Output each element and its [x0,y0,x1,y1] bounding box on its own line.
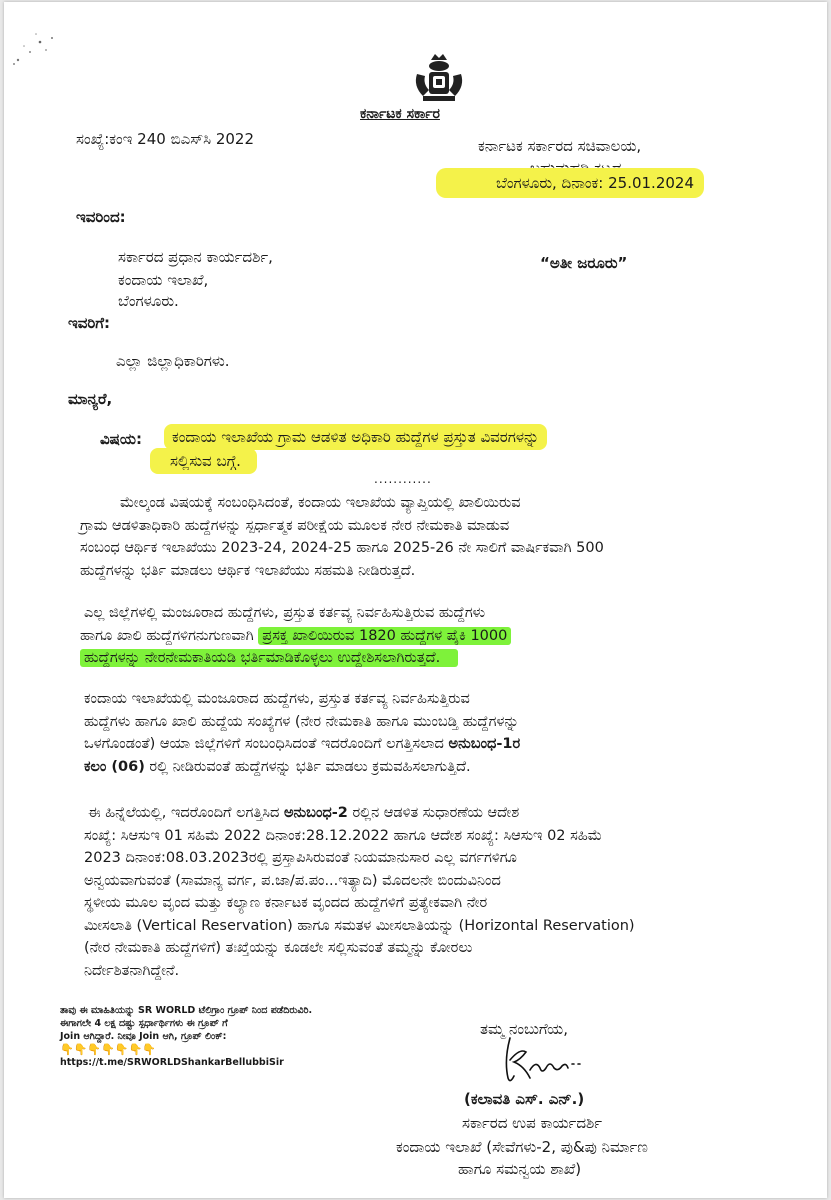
paragraph-3-line-3-plain: ಒಳಗೊಂಡಂತೆ) ಆಯಾ ಜಿಲ್ಲೆಗಳಿಗೆ ಸಂಬಂಧಿಸಿದಂತೆ ಇದರೊಂದಿಗೆ ಲಗತ್ತಿಸಲಾದ [84,736,449,752]
telegram-link[interactable]: https://t.me/SRWORLDShankarBellubbiSir [60,1057,284,1068]
date-highlight [436,174,704,192]
recipient-label: ಇವರಿಗೆ: [68,314,111,332]
watermark-note-line-3: Join ಆಗಿದ್ದಾರೆ. ನೀವೂ Join ಆಗಿ, ಗ್ರೂಪ್ ಲಿಂಕ್: [60,1031,227,1042]
sender-label: ಇವರಿಂದ: [76,208,126,226]
paragraph-4-line-3: 2023 ದಿನಾಂಕ:08.03.2023ರಲ್ಲಿ ಪ್ರಸ್ತಾಪಿಸಿರುವಂತೆ ನಿಯಮಾನುಸಾರ ಎಲ್ಲ ವರ್ಗಗಳಿಗೂ [84,850,517,866]
paragraph-1-line: ಗ್ರಾಮ ಆಡಳಿತಾಧಿಕಾರಿ ಹುದ್ದೆಗಳನ್ನು ಸ್ಪರ್ಧಾತ್ಮಕ ಪರೀಕ್ಷೆಯ ಮೂಲಕ ನೇರ ನೇಮಕಾತಿ ಮಾಡುವ [80,517,510,534]
paragraph-2-line-3-highlight: ಹುದ್ದೆಗಳನ್ನು ನೇರನೇಮಕಾತಿಯಡಿ ಭರ್ತಿಮಾಡಿಕೊಳ್ಳಲು ಉದ್ದೇಶಿಸಲಾಗಿರುತ್ತದೆ. [80,649,458,667]
signatory-designation: ಸರ್ಕಾರದ ಉಪ ಕಾರ್ಯದರ್ಶಿ [462,1114,603,1132]
paragraph-3-line-4-plain: ರಲ್ಲಿ ನೀಡಿರುವಂತೆ ಹುದ್ದೆಗಳನ್ನು ಭರ್ತಿ ಮಾಡಲು ಕ್ರಮವಹಿಸಲಾಗುತ್ತಿದೆ. [144,758,471,775]
paragraph-4-line-1-b: ರಲ್ಲಿನ ಆಡಳಿತ ಸುಧಾರಣೆಯ ಆದೇಶ [347,805,520,821]
watermark-note [60,1004,312,1069]
sender-line-3: ಬೆಂಗಳೂರು. [118,292,179,310]
paragraph-3 [84,688,752,778]
paragraph-1-line: ಮೇಲ್ಕಂಡ ವಿಷಯಕ್ಕೆ ಸಂಬಂಧಿಸಿದಂತೆ, ಕಂದಾಯ ಇಲಾಖೆಯ ವ್ಯಾಪ್ತಿಯಲ್ಲಿ ಖಾಲಿಯಿರುವ [120,495,521,511]
paragraph-4-line-1-a: ಈ ಹಿನ್ನೆಲೆಯಲ್ಲಿ, ಇದರೊಂದಿಗೆ ಲಗತ್ತಿಸಿದ [88,805,284,821]
paragraph-4-line-4: ಅನ್ವಯವಾಗುವಂತೆ (ಸಾಮಾನ್ಯ ವರ್ಗ, ಪ.ಜಾ/ಪ.ಪಂ...ಇತ್ಯಾದಿ) ಮೊದಲನೇ ಬಿಂದುವಿನಿಂದ [84,872,501,889]
signatory-department-2: ಹಾಗೂ ಸಮನ್ವಯ ಶಾಖೆ) [458,1160,582,1178]
signatory-name: (ಕಲಾವತಿ ಎಸ್. ಎನ್.) [464,1090,585,1108]
paragraph-2-line-2-highlight: ಪ್ರಸಕ್ತ ಖಾಲಿಯಿರುವ 1820 ಹುದ್ದೆಗಳ ಪೈಕಿ 1000 [258,627,511,645]
sender-line-1: ಸರ್ಕಾರದ ಪ್ರಧಾನ ಕಾರ್ಯದರ್ಶಿ, [118,248,273,266]
signatory-department-1: ಕಂದಾಯ ಇಲಾಖೆ (ಸೇವೆಗಳು-2, ಪು&ಪು ನಿರ್ಮಾಣ [396,1138,648,1156]
subject-line-2: ಸಲ್ಲಿಸುವ ಬಗ್ಗೆ. [150,448,257,474]
paragraph-3-line-1: ಕಂದಾಯ ಇಲಾಖೆಯಲ್ಲಿ ಮಂಜೂರಾದ ಹುದ್ದೆಗಳು, ಪ್ರಸ್ತುತ ಕರ್ತವ್ಯ ನಿರ್ವಹಿಸುತ್ತಿರುವ [84,691,470,707]
paragraph-3-line-2: ಹುದ್ದೆಗಳು ಹಾಗೂ ಖಾಲಿ ಹುದ್ದೆಯ ಸಂಖ್ಯೆಗಳ (ನೇರ ನೇಮಕಾತಿ ಹಾಗೂ ಮುಂಬಡ್ತಿ ಹುದ್ದೆಗಳನ್ನು [84,713,519,730]
paragraph-1-line: ಹುದ್ದೆಗಳನ್ನು ಭರ್ತಿ ಮಾಡಲು ಆರ್ಥಿಕ ಇಲಾಖೆಯು ಸಹಮತಿ ನೀಡಿರುತ್ತದೆ. [80,562,416,579]
paragraph-1 [80,492,752,582]
column-06-ref: ಕಲಂ (06) [84,758,145,775]
watermark-note-line-1: ತಾವು ಈ ಮಾಹಿತಿಯನ್ನು SR WORLD ಟೆಲಿಗ್ರಾಂ ಗ್ರೂಪ್ ನಿಂದ ಪಡೆದಿರುವಿರಿ. [60,1005,313,1016]
salutation: ಮಾನ್ಯರೆ, [68,390,113,408]
closing: ತಮ್ಮ ನಂಬುಗೆಯ, [480,1020,569,1038]
office-line-1: ಕರ್ನಾಟಕ ಸರ್ಕಾರದ ಸಚಿವಾಲಯ, [478,137,642,155]
paragraph-4-line-8: ನಿರ್ದೇಶಿತನಾಗಿದ್ದೇನೆ. [84,962,180,979]
subject-line-1-wrap [164,428,547,446]
office-line-3: ಬೆಂಗಳೂರು, ದಿನಾಂಕ: 25.01.2024 [436,168,704,198]
subject-line-2-wrap [150,452,257,470]
sender-line-2: ಕಂದಾಯ ಇಲಾಖೆ, [118,271,209,289]
paragraph-2-line-2-plain: ಹಾಗೂ ಖಾಲಿ ಹುದ್ದೆಗಳಿಗನುಗುಣವಾಗಿ [80,627,259,644]
annexure-1-ref: ಅನುಬಂಧ-1ರ [448,736,521,752]
scan-noise [10,28,60,68]
signature-icon [500,1030,590,1088]
karnataka-emblem-icon [409,52,469,104]
paragraph-4 [84,802,752,982]
paragraph-1-line: ಸಂಬಂಧ ಆರ್ಥಿಕ ಇಲಾಖೆಯು 2023-24, 2024-25 ಹಾಗೂ 2025-26 ನೇ ಸಾಲಿಗೆ ವಾರ್ಷಿಕವಾಗಿ 500 [80,540,604,556]
watermark-note-line-2: ಈಗಾಗಲೇ 4 ಲಕ್ಷ ದಷ್ಟು ಸ್ಪರ್ಧಾರ್ಥಿಗಳು ಈ ಗ್ರೂಪ್ ಗೆ [60,1018,228,1029]
government-title: ಕರ್ನಾಟಕ ಸರ್ಕಾರ [360,106,440,122]
paragraph-4-line-2: ಸಂಖ್ಯೆ: ಸಿಆಸುಇ 01 ಸಹಿಮೆ 2022 ದಿನಾಂಕ:28.12.2022 ಹಾಗೂ ಆದೇಶ ಸಂಖ್ಯೆ: ಸಿಆಸುಇ 02 ಸಹಿಮೆ [84,827,603,844]
paragraph-4-line-5: ಸ್ಥಳೀಯ ಮೂಲ ವೃಂದ ಮತ್ತು ಕಲ್ಯಾಣ ಕರ್ನಾಟಕ ವೃಂದದ ಹುದ್ದೆಗಳಿಗೆ ಪ್ರತ್ಯೇಕವಾಗಿ ನೇರ [84,895,488,911]
subject-label: ವಿಷಯ: [100,430,142,448]
urgency-label: “ಅತೀ ಜರೂರು” [540,254,628,272]
pointing-down-icons: 👇👇👇👇👇👇👇 [60,1043,156,1056]
separator: ............ [374,472,432,486]
paragraph-2 [80,602,752,670]
annexure-2-ref: ಅನುಬಂಧ-2 [283,805,348,821]
recipient-line-1: ಎಲ್ಲಾ ಜಿಲ್ಲಾಧಿಕಾರಿಗಳು. [116,352,230,370]
document-page [4,2,827,1198]
paragraph-4-line-6: ಮೀಸಲಾತಿ (Vertical Reservation) ಹಾಗೂ ಸಮತಳ ಮೀಸಲಾತಿಯನ್ನು (Horizontal Reservation) [84,917,635,934]
paragraph-2-line-1: ಎಲ್ಲ ಜಿಲ್ಲೆಗಳಲ್ಲಿ ಮಂಜೂರಾದ ಹುದ್ದೆಗಳು, ಪ್ರಸ್ತುತ ಕರ್ತವ್ಯ ನಿರ್ವಹಿಸುತ್ತಿರುವ ಹುದ್ದೆಗಳು [84,605,486,621]
paragraph-4-line-7: (ನೇರ ನೇಮಕಾತಿ ಹುದ್ದೆಗಳಿಗೆ) ತಃಖ್ತೆಯನ್ನು ಕೂಡಲೇ ಸಲ್ಲಿಸುವಂತೆ ತಮ್ಮನ್ನು ಕೋರಲು [84,940,473,956]
reference-number: ಸಂಖ್ಯೆ:ಕಂಇ 240 ಬಿಎಸ್‌ಸಿ 2022 [76,130,255,148]
subject-line-1: ಕಂದಾಯ ಇಲಾಖೆಯ ಗ್ರಾಮ ಆಡಳಿತ ಅಧಿಕಾರಿ ಹುದ್ದೆಗಳ ಪ್ರಸ್ತುತ ವಿವರಗಳನ್ನು [164,424,547,450]
